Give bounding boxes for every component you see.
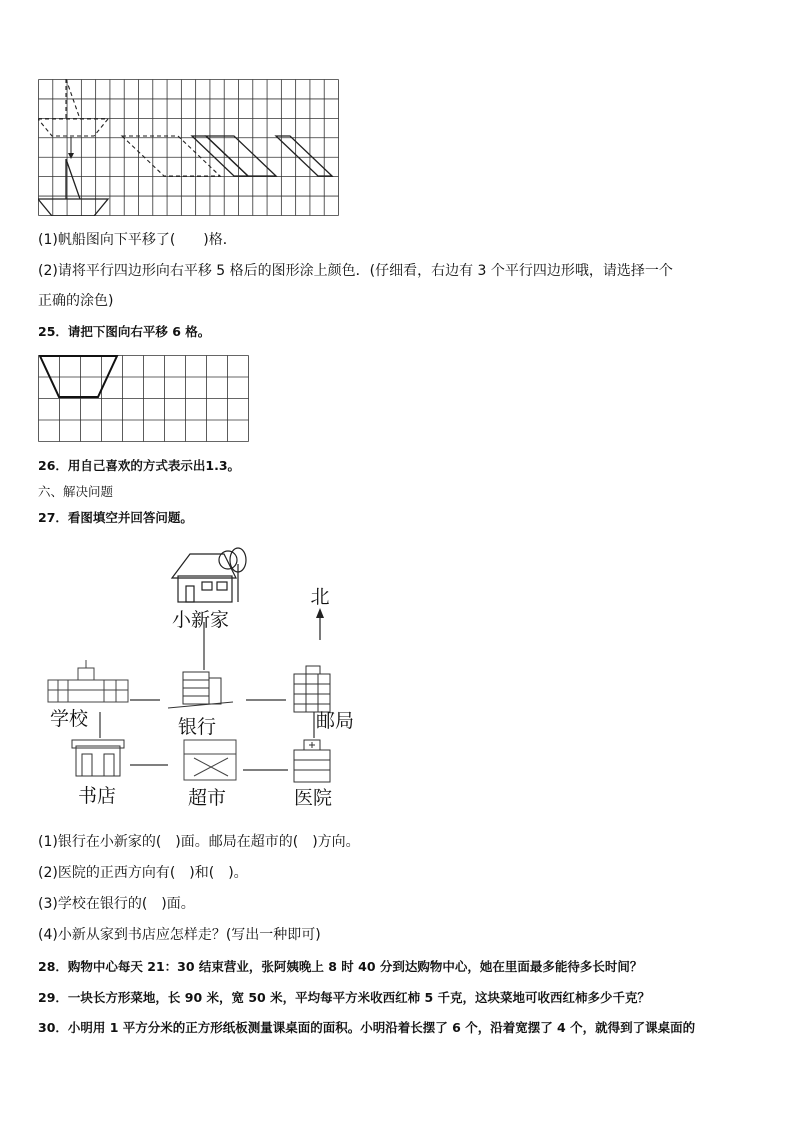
- post-office-label: 邮局: [316, 710, 355, 732]
- bank-icon: [168, 672, 233, 708]
- q27-sub1: (1)银行在小新家的( )面。邮局在超市的( )方向。: [38, 834, 360, 850]
- q27-text: 27．看图填空并回答问题。: [38, 510, 193, 525]
- q27-sub3: (3)学校在银行的( )面。: [38, 896, 195, 912]
- sailboat-original: [38, 79, 108, 136]
- q25-grid: [39, 356, 249, 442]
- q28-text: 28．购物中心每天 21：30 结束营业，张阿姨晚上 8 时 40 分到达购物中心，她在里面最多能待多长时间？: [38, 959, 643, 974]
- q25-text: 25．请把下图向右平移 6 格。: [38, 324, 211, 339]
- section6-title: 六、解决问题: [38, 484, 114, 499]
- q25-grid-figure: [38, 355, 250, 443]
- sailboat-moved: [38, 159, 108, 216]
- q30-text: 30．小明用 1 平方分米的正方形纸板测量课桌面的面积。小明沿着长摆了 6 个，沿着宽摆了 4 个，就得到了课桌面的: [38, 1020, 696, 1035]
- school-label: 学校: [50, 708, 89, 730]
- parallelogram-original: [122, 136, 220, 176]
- bookstore-icon: [72, 740, 124, 776]
- home-label: 小新家: [172, 609, 230, 631]
- q24-grid-figure: [38, 79, 340, 216]
- supermarket-label: 超市: [188, 787, 227, 809]
- q27-sub4: (4)小新从家到书店应怎样走？(写出一种即可): [38, 927, 321, 943]
- q29-text: 29．一块长方形菜地，长 90 米，宽 50 米，平均每平方米收西红柿 5 千克，这块菜地可收西红柿多少千克？: [38, 990, 650, 1005]
- north-label: 北: [310, 586, 330, 608]
- parallelogram-options: [192, 136, 332, 176]
- q24-sub1: (1)帆船图向下平移了( )格．: [38, 232, 237, 248]
- q24-sub2-line1: (2)请将平行四边形向右平移 5 格后的图形涂上颜色．(仔细看，右边有 3 个平行四边形哦，请选择一个: [38, 263, 673, 279]
- q24-grid: [39, 80, 339, 216]
- school-icon: [48, 660, 128, 702]
- q24-sub2-line2: 正确的涂色): [38, 293, 114, 309]
- q26-text: 26．用自己喜欢的方式表示出1.3。: [38, 458, 241, 473]
- q27-map: [38, 540, 368, 815]
- north-arrow-icon: [316, 608, 324, 640]
- q27-sub2: (2)医院的正西方向有( )和( )。: [38, 865, 248, 881]
- hospital-icon: [294, 740, 330, 782]
- supermarket-icon: [184, 740, 236, 780]
- down-arrow-icon: [68, 137, 74, 159]
- post-office-icon: [294, 666, 330, 712]
- bookstore-label: 书店: [78, 785, 117, 807]
- trapezoid-shape: [40, 356, 117, 397]
- house-icon: [172, 548, 246, 602]
- hospital-label: 医院: [294, 787, 333, 809]
- bank-label: 银行: [178, 716, 217, 738]
